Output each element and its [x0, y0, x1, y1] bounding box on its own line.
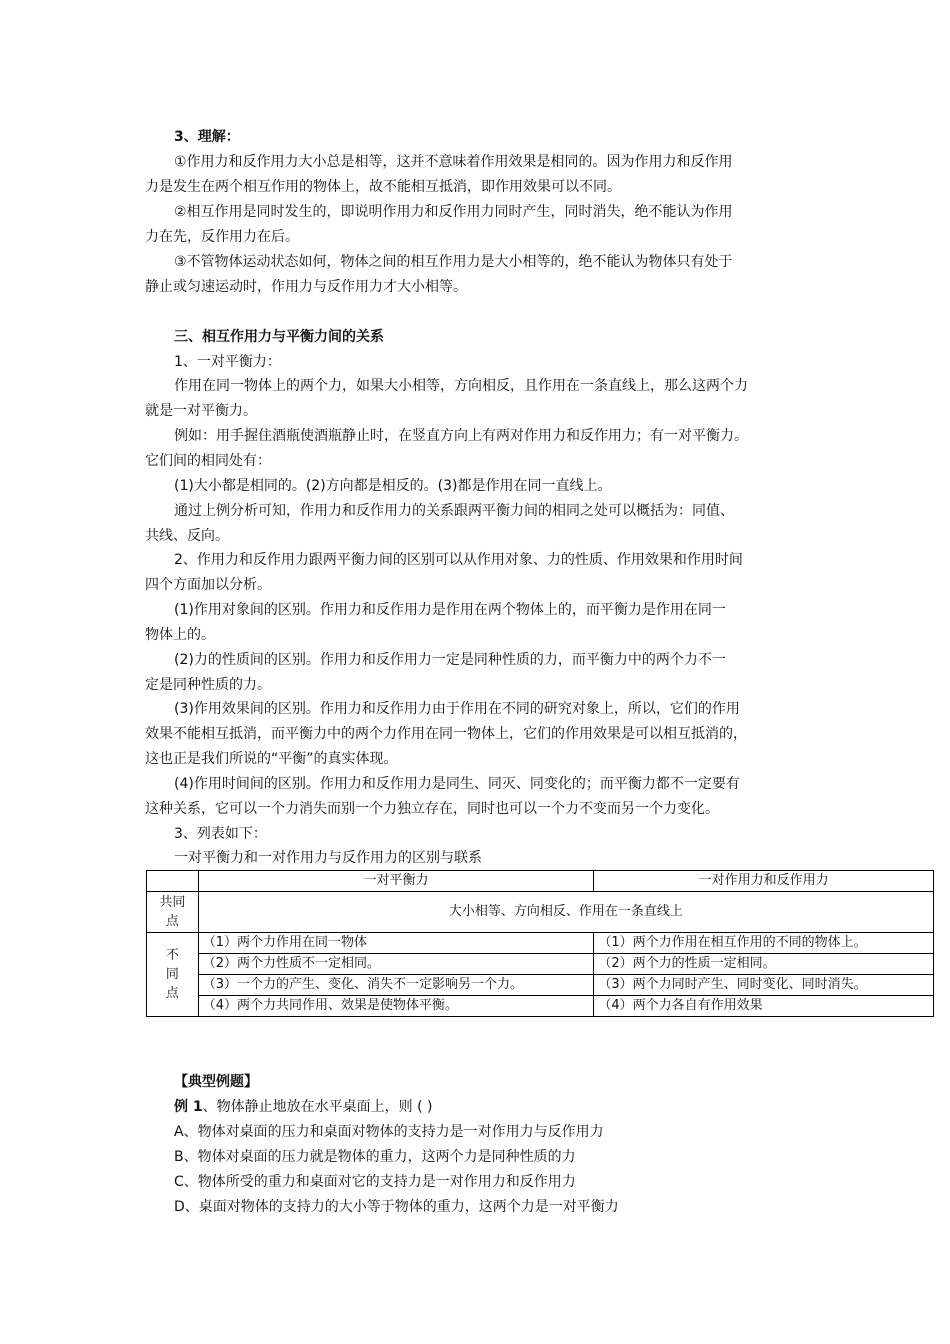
comparison-table [146, 870, 934, 1017]
table-cell: （4）两个力共同作用、效果是使物体平衡。 [198, 996, 594, 1017]
paragraph-line: 四个方面加以分析。 [145, 577, 271, 593]
option-a: A、物体对桌面的压力和桌面对物体的支持力是一对作用力与反作用力 [174, 1124, 604, 1140]
examples-heading: 【典型例题】 [174, 1074, 258, 1090]
example-1-question: 、物体静止地放在水平桌面上，则 ( ) [202, 1099, 433, 1115]
table-caption: 一对平衡力和一对作用力与反作用力的区别与联系 [174, 850, 482, 866]
paragraph-line: (1)大小都是相同的。(2)方向都是相反的。(3)都是作用在同一直线上。 [174, 478, 612, 494]
paragraph-line: 定是同种性质的力。 [145, 677, 271, 693]
paragraph-line: 力在先，反作用力在后。 [145, 229, 299, 245]
paragraph-line: 静止或匀速运动时，作用力与反作用力才大小相等。 [145, 279, 467, 295]
table-cell: （3）一个力的产生、变化、消失不一定影响另一个力。 [198, 975, 594, 996]
paragraph-line: 就是一对平衡力。 [145, 403, 257, 419]
paragraph-line: 这也正是我们所说的“平衡”的真实体现。 [145, 751, 398, 767]
paragraph-line: ②相互作用是同时发生的，即说明作用力和反作用力同时产生，同时消失，绝不能认为作用 [174, 204, 733, 220]
paragraph-line: 这种关系，它可以一个力消失而别一个力独立存在，同时也可以一个力不变而另一个力变化。 [145, 801, 719, 817]
table-row [147, 996, 934, 1017]
same-points-label: 共同 点 [147, 892, 199, 933]
same-points-text: 大小相等、方向相反、作用在一条直线上 [198, 892, 933, 933]
paragraph-line: 1、一对平衡力： [174, 354, 281, 370]
table-cell: （1）两个力作用在相互作用的不同的物体上。 [594, 933, 934, 954]
relation-heading: 三、相互作用力与平衡力间的关系 [174, 329, 384, 345]
header-action-reaction: 一对作用力和反作用力 [594, 871, 934, 892]
paragraph-line: (1)作用对象间的区别。作用力和反作用力是作用在两个物体上的，而平衡力是作用在同一 [174, 602, 726, 618]
table-cell: （4）两个力各自有作用效果 [594, 996, 934, 1017]
paragraph-line: ①作用力和反作用力大小总是相等，这并不意味着作用效果是相同的。因为作用力和反作用 [174, 154, 733, 170]
example-1-stem [174, 1097, 432, 1117]
option-c: C、物体所受的重力和桌面对它的支持力是一对作用力和反作用力 [174, 1174, 576, 1190]
diff-points-label: 不 同 点 [147, 933, 199, 1017]
paragraph-line: (4)作用时间间的区别。作用力和反作用力是同生、同灭、同变化的；而平衡力都不一定要有 [174, 776, 740, 792]
paragraph-line: 效果不能相互抵消，而平衡力中的两个力作用在同一物体上，它们的作用效果是可以相互抵消的， [145, 726, 747, 742]
table-cell: （3）两个力同时产生、同时变化、同时消失。 [594, 975, 934, 996]
table-row [147, 975, 934, 996]
paragraph-line: 力是发生在两个相互作用的物体上，故不能相互抵消，即作用效果可以不同。 [145, 179, 621, 195]
table-row [147, 933, 934, 954]
header-balanced-forces: 一对平衡力 [198, 871, 594, 892]
table-row [147, 954, 934, 975]
paragraph-line: (2)力的性质间的区别。作用力和反作用力一定是同种性质的力，而平衡力中的两个力不一 [174, 652, 726, 668]
paragraph-line: 通过上例分析可知，作用力和反作用力的关系跟两平衡力间的相同之处可以概括为：同值、 [174, 503, 734, 519]
table-cell: （2）两个力的性质一定相同。 [594, 954, 934, 975]
table-cell: （2）两个力性质不一定相同。 [198, 954, 594, 975]
paragraph-line: 3、列表如下： [174, 826, 267, 842]
understanding-heading: 3、理解： [174, 129, 240, 145]
table-cell: （1）两个力作用在同一物体 [198, 933, 594, 954]
table-corner-cell [147, 871, 199, 892]
paragraph-line: (3)作用效果间的区别。作用力和反作用力由于作用在不同的研究对象上，所以，它们的作用 [174, 701, 740, 717]
paragraph-line: 2、作用力和反作用力跟两平衡力间的区别可以从作用对象、力的性质、作用效果和作用时间 [174, 552, 743, 568]
paragraph-line: 物体上的。 [145, 627, 215, 643]
paragraph-line: 例如：用手握住酒瓶使酒瓶静止时，在竖直方向上有两对作用力和反作用力；有一对平衡力。 [174, 428, 748, 444]
paragraph-line: 它们间的相同处有： [145, 453, 271, 469]
table-row-same [147, 892, 934, 933]
paragraph-line: ③不管物体运动状态如何，物体之间的相互作用力是大小相等的，绝不能认为物体只有处于 [174, 254, 733, 270]
paragraph-line: 共线、反向。 [145, 528, 229, 544]
table-header-row [147, 871, 934, 892]
option-b: B、物体对桌面的压力就是物体的重力，这两个力是同种性质的力 [174, 1149, 576, 1165]
option-d: D、桌面对物体的支持力的大小等于物体的重力，这两个力是一对平衡力 [174, 1199, 619, 1215]
paragraph-line: 作用在同一物体上的两个力，如果大小相等，方向相反，且作用在一条直线上，那么这两个力 [174, 378, 748, 394]
example-1-label: 例 1 [174, 1099, 203, 1115]
